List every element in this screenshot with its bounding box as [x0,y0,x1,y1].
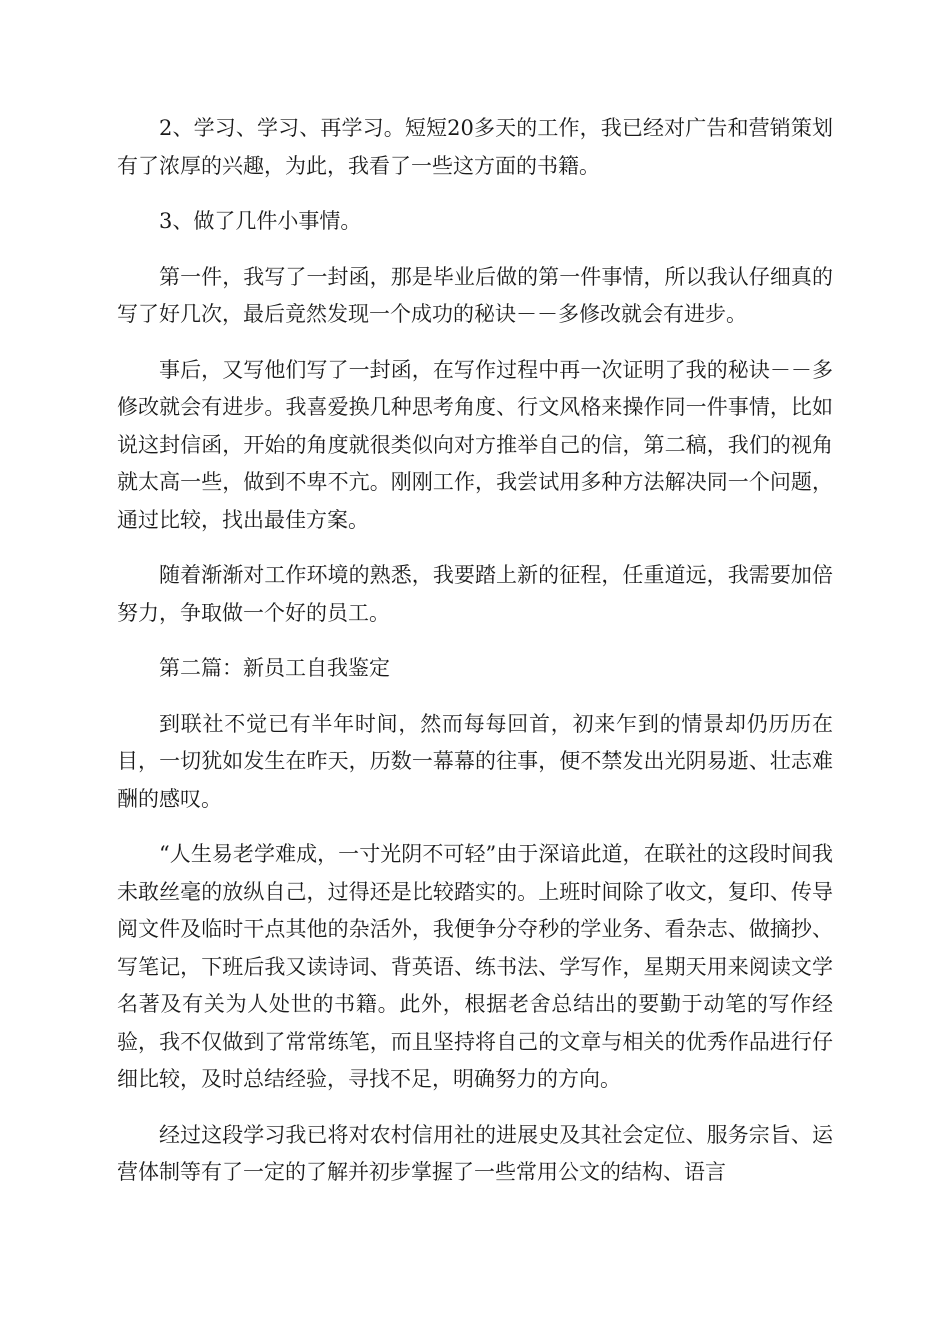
paragraph-small-tasks: 3、做了几件小事情。 [159,209,362,233]
paragraph-half-year: 到联社不觉已有半年时间，然而每每回首，初来乍到的情景却仍历历在目，一切犹如发生在昨天，历数一幕幕的往事，便不禁发出光阴易逝、壮志难酬的感叹。 [117,711,833,811]
section-heading: 第二篇：新员工自我鉴定 [159,656,390,680]
paragraph-credit-union: 经过这段学习我已将对农村信用社的进展史及其社会定位、服务宗旨、运营体制等有了一定的了解并初步掌握了一些常用公文的结构、语言 [117,1122,833,1184]
paragraph-time-study: “人生易老学难成，一寸光阴不可轻”由于深谙此道，在联社的这段时间我未敢丝毫的放纵自己，过得还是比较踏实的。上班时间除了收文，复印、传导阅文件及临时干点其他的杂活外，我便争分夺秒的学业务、看杂志、做摘抄、写笔记，下班后我又读诗词、背英语、练书法、学写作，星期天用来阅读文学名著及有关为人处世的书籍。此外，根据老舍总结出的要勤于动笔的写作经验，我不仅做到了常常练笔，而且坚持将自己的文章与相关的优秀作品进行仔细比较，及时总结经验，寻找不足，明确努力的方向。 [117,842,833,1091]
paragraph-new-journey: 随着渐渐对工作环境的熟悉，我要踏上新的征程，任重道远，我需要加倍努力，争取做一个好的员工。 [117,563,833,625]
paragraph-first-letter: 第一件，我写了一封函，那是毕业后做的第一件事情，所以我认仔细真的写了好几次，最后竟然发现一个成功的秘诀－－多修改就会有进步。 [117,264,833,326]
paragraph-study: 2、学习、学习、再学习。短短20多天的工作，我已经对广告和营销策划有了浓厚的兴趣，为此，我看了一些这方面的书籍。 [117,116,833,178]
paragraph-second-letter: 事后，又写他们写了一封函，在写作过程中再一次证明了我的秘诀－－多修改就会有进步。我喜爱换几种思考角度、行文风格来操作同一件事情，比如说这封信函，开始的角度就很类似向对方推举自己的信，第二稿，我们的视角就太高一些，做到不卑不亢。刚刚工作，我尝试用多种方法解决同一个问题，通过比较，找出最佳方案。 [117,357,833,532]
document-page [117,110,833,1210]
